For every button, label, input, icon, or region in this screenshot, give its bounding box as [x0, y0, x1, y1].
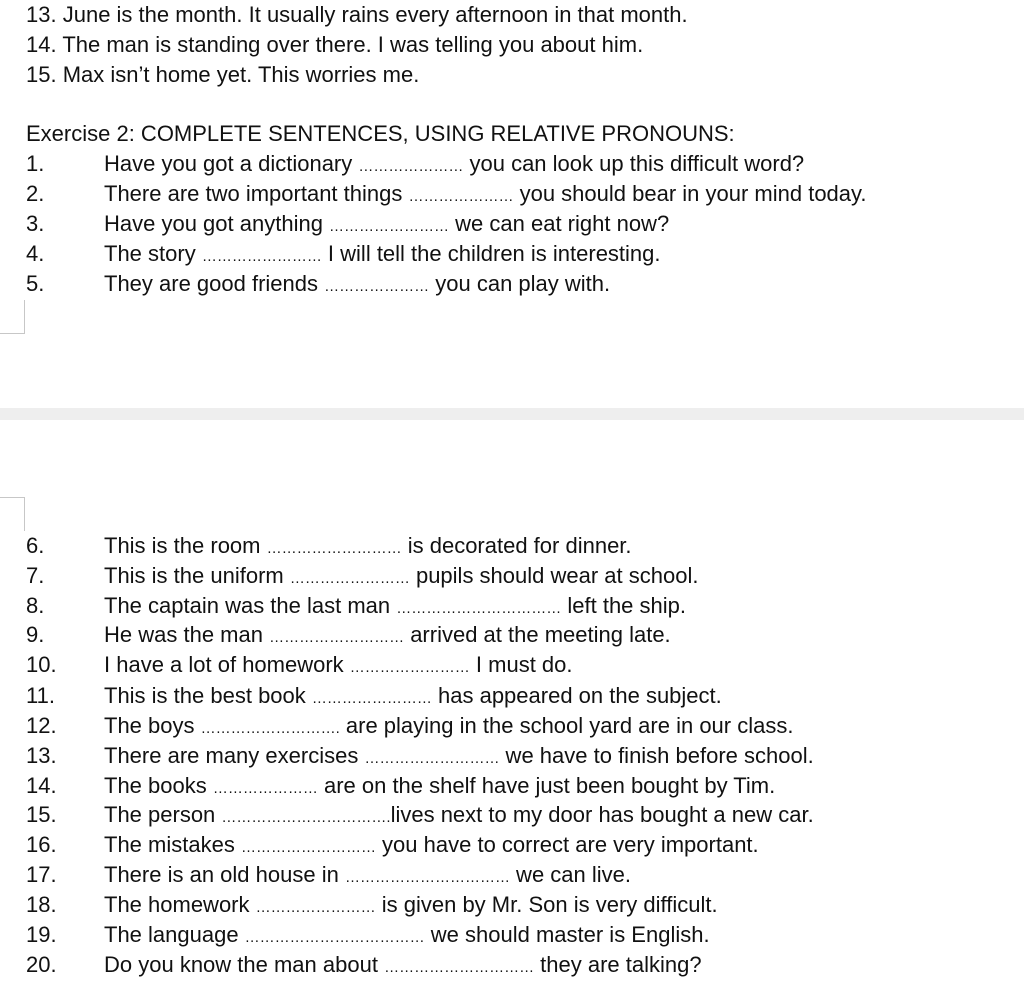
item-text: There are many exercises ……………………… we have to finish before school. — [104, 743, 814, 768]
answer-blank: ……………………… — [266, 540, 402, 557]
item-number: 5. — [26, 271, 45, 296]
item-text: The story …………………… I will tell the children is interesting. — [104, 241, 661, 266]
item-text: Have you got a dictionary ………………… you can look up this difficult word? — [104, 151, 805, 176]
item-number: 4. — [26, 241, 45, 266]
item-text: I have a lot of homework …………………… I must do. — [104, 652, 573, 677]
item-text: There is an old house in …………………………… we can live. — [104, 862, 631, 887]
item-number: 2. — [26, 181, 45, 206]
item-number: 17. — [26, 862, 57, 887]
item-text: The language ……………………………… we should master is English. — [104, 922, 710, 947]
item-text: June is the month. It usually rains every afternoon in that month. — [62, 2, 688, 27]
item-text: This is the best book …………………… has appeared on the subject. — [104, 683, 722, 708]
item-number: 18. — [26, 892, 57, 917]
document-page-1 — [0, 0, 1024, 408]
item-text: Max isn’t home yet. This worries me. — [62, 62, 420, 87]
item-text: The boys ………………………. are playing in the school yard are in our class. — [104, 713, 794, 738]
item-number: 6. — [26, 533, 45, 558]
item-number: 14. — [26, 32, 57, 57]
page-corner-mark — [0, 497, 25, 531]
item-text: The mistakes ……………………… you have to correct are very important. — [104, 832, 759, 857]
answer-blank: …………………… — [255, 899, 376, 916]
answer-blank: …………………… — [311, 690, 432, 707]
item-text: Do you know the man about ………………………… they are talking? — [104, 952, 702, 977]
item-text: There are two important things ………………… you should bear in your mind today. — [104, 181, 867, 206]
item-number: 16. — [26, 832, 57, 857]
item-number: 14. — [26, 773, 57, 798]
previous-item — [26, 0, 688, 30]
item-number: 20. — [26, 952, 57, 977]
answer-blank: ……………………… — [269, 629, 405, 646]
item-number: 11. — [26, 683, 55, 708]
exercise-title: Exercise 2: COMPLETE SENTENCES, USING RELATIVE PRONOUNS: — [26, 121, 735, 146]
item-text: The person …………………………….lives next to my door has bought a new car. — [104, 802, 814, 827]
answer-blank: …………………… — [201, 248, 322, 265]
item-number: 1. — [26, 151, 45, 176]
page-break — [0, 408, 1024, 420]
item-text: This is the room ……………………… is decorated for dinner. — [104, 533, 632, 558]
item-number: 7. — [26, 563, 45, 588]
answer-blank: ……………………………. — [221, 809, 391, 826]
answer-blank: …………………………… — [344, 869, 510, 886]
item-text: The captain was the last man …………………………… left the ship. — [104, 593, 687, 618]
item-text: Have you got anything …………………… we can eat right now? — [104, 211, 670, 236]
item-text: He was the man ……………………… arrived at the meeting late. — [104, 622, 671, 647]
item-number: 10. — [26, 652, 57, 677]
item-number: 13. — [26, 2, 57, 27]
item-text: The homework …………………… is given by Mr. Son is very difficult. — [104, 892, 718, 917]
previous-item — [26, 60, 419, 90]
page-corner-mark — [0, 300, 25, 334]
answer-blank: ………………………. — [200, 720, 340, 737]
item-number: 12. — [26, 713, 57, 738]
item-number: 8. — [26, 593, 45, 618]
answer-blank: ……………………… — [240, 839, 376, 856]
answer-blank: ………………… — [212, 780, 318, 797]
answer-blank: …………………… — [349, 659, 470, 676]
item-number: 19. — [26, 922, 57, 947]
answer-blank: ………………… — [324, 278, 430, 295]
item-number: 15. — [26, 62, 57, 87]
answer-blank: ………………… — [408, 188, 514, 205]
answer-blank: …………………… — [289, 570, 410, 587]
item-text: The man is standing over there. I was telling you about him. — [62, 32, 644, 57]
previous-item — [26, 30, 643, 60]
answer-blank: …………………………… — [396, 600, 562, 617]
item-text: This is the uniform …………………… pupils should wear at school. — [104, 563, 699, 588]
answer-blank: ………………………… — [384, 959, 535, 976]
item-text: They are good friends ………………… you can play with. — [104, 271, 611, 296]
item-number: 15. — [26, 802, 57, 827]
answer-blank: ……………………………… — [244, 929, 425, 946]
item-number: 3. — [26, 211, 45, 236]
answer-blank: ……………………… — [364, 750, 500, 767]
answer-blank: …………………… — [329, 218, 450, 235]
item-text: The books ………………… are on the shelf have just been bought by Tim. — [104, 773, 776, 798]
answer-blank: ………………… — [358, 158, 464, 175]
item-number: 9. — [26, 622, 45, 647]
item-number: 13. — [26, 743, 57, 768]
